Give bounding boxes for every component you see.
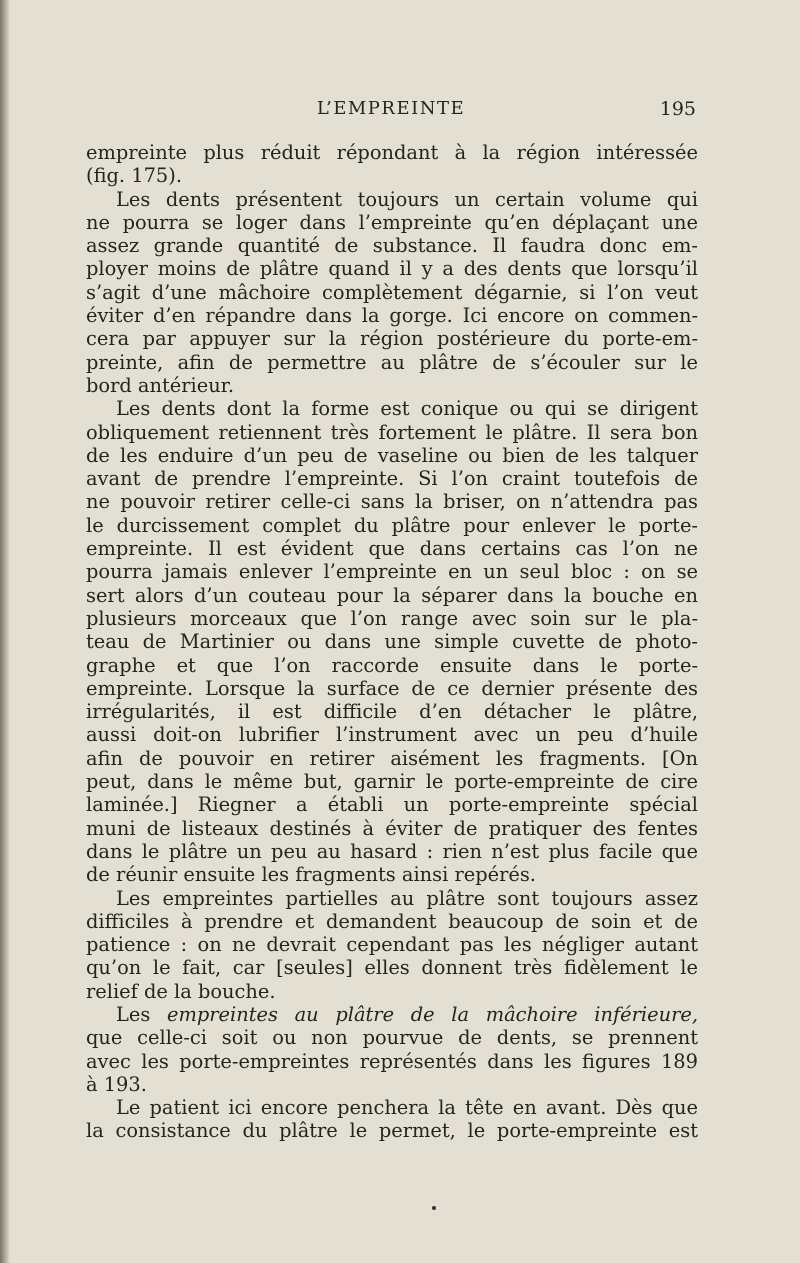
text-line: Les empreintes partielles au plâtre sont toujours assez [116, 886, 698, 910]
body-text [86, 141, 698, 1143]
text-line: difficiles à prendre et demandent beaucoup de soin et de [86, 909, 698, 933]
text-line: peut, dans le même but, garnir le porte-empreinte de cire [86, 770, 698, 794]
text-line: irrégularités, il est difficile d’en détacher le plâtre, [86, 700, 698, 724]
text-line: patience : on ne devrait cependant pas les négliger autant [86, 933, 698, 957]
text-line: afin de pouvoir en retirer aisément les fragments. [On [86, 746, 698, 770]
text-line: graphe et que l’on raccorde ensuite dans le porte- [86, 653, 698, 677]
text-line: la consistance du plâtre le permet, le porte-empreinte est [86, 1119, 698, 1143]
running-title: L’EMPREINTE [316, 98, 466, 119]
text-line: Les dents dont la forme est conique ou qui se dirigent [116, 397, 698, 421]
text-line: le durcissement complet du plâtre pour enlever le porte- [86, 513, 698, 537]
text-line: (fig. 175). [86, 164, 182, 188]
text-line: preinte, afin de permettre au plâtre de s’écouler sur le [86, 350, 698, 374]
text-line: teau de Martinier ou dans une simple cuvette de photo- [86, 630, 698, 654]
binding-shadow [0, 0, 10, 1263]
text-line: dans le plâtre un peu au hasard : rien n’est plus facile que [86, 839, 698, 863]
text-line: empreinte. Il est évident que dans certains cas l’on ne [86, 537, 698, 561]
text-line: ployer moins de plâtre quand il y a des dents que lorsqu’il [86, 257, 698, 281]
text-line: que celle-ci soit ou non pourvue de dents, se prennent [86, 1026, 698, 1050]
paragraph-patient [86, 1096, 698, 1143]
text-line: à 193. [86, 1072, 147, 1096]
text-line: empreinte plus réduit répondant à la région intéressée [86, 141, 698, 164]
lead-word: Les [116, 1002, 151, 1026]
text-line: s’agit d’une mâchoire complètement dégarnie, si l’on veut [86, 280, 698, 304]
text-line: qu’on le fait, car [seules] elles donnent très fidèlement le [86, 956, 698, 980]
text-line: de réunir ensuite les fragments ainsi repérés. [86, 863, 536, 887]
paragraph-partial-impressions [86, 887, 698, 1003]
paragraph-lower-jaw [86, 1003, 698, 1096]
text-line: Le patient ici encore penchera la tête en avant. Dès que [116, 1096, 698, 1120]
text-line: plusieurs morceaux que l’on range avec soin sur le pla- [86, 606, 698, 630]
text-line: muni de listeaux destinés à éviter de pratiquer des fentes [86, 816, 698, 840]
italic-phrase: empreintes au plâtre de la mâchoire inférieure, [167, 1002, 698, 1026]
text-line: sert alors d’un couteau pour la séparer dans la bouche en [86, 583, 698, 607]
text-line: pourra jamais enlever l’empreinte en un seul bloc : on se [86, 560, 698, 584]
footer-mark [432, 1206, 436, 1210]
text-line: relief de la bouche. [86, 979, 276, 1003]
text-line: laminée.] Riegner a établi un porte-empreinte spécial [86, 793, 698, 817]
text-line: Les dents présentent toujours un certain volume qui [116, 187, 698, 211]
text-line: empreinte. Lorsque la surface de ce dernier présente des [86, 676, 698, 700]
page-number: 195 [659, 98, 696, 120]
text-line: avant de prendre l’empreinte. Si l’on craint toutefois de [86, 467, 698, 491]
text-line: bord antérieur. [86, 373, 234, 397]
text-line: avec les porte-empreintes représentés dans les figures 189 [86, 1049, 698, 1073]
text-line: de les enduire d’un peu de vaseline ou bien de les talquer [86, 443, 698, 467]
paragraph-continuation [86, 141, 698, 188]
text-line: ne pourra se loger dans l’empreinte qu’en déplaçant une [86, 210, 698, 234]
text-line: cera par appuyer sur la région postérieure du porte-em- [86, 327, 698, 351]
text-line: obliquement retiennent très fortement le plâtre. Il sera bon [86, 420, 698, 444]
paragraph-conical-teeth [86, 397, 698, 886]
text-line [86, 1003, 698, 1026]
text-line: éviter d’en répandre dans la gorge. Ici encore on commen- [86, 304, 698, 328]
text-line: aussi doit-on lubrifier l’instrument avec un peu d’huile [86, 723, 698, 747]
text-line: assez grande quantité de substance. Il faudra donc em- [86, 234, 698, 258]
paragraph-teeth-volume [86, 188, 698, 398]
text-line: ne pouvoir retirer celle-ci sans la briser, on n’attendra pas [86, 490, 698, 514]
page-header [86, 98, 696, 128]
